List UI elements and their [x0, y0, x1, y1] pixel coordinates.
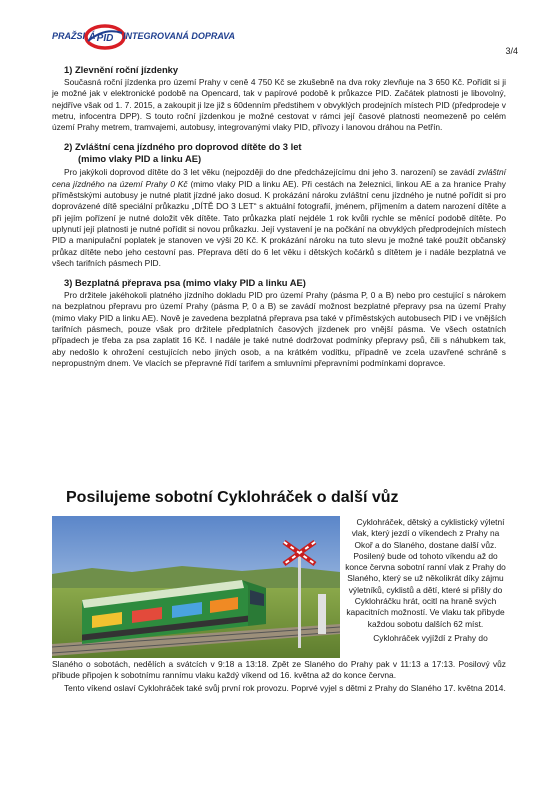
section-heading-child-escort [64, 141, 506, 165]
train-photo [52, 516, 340, 658]
pid-logo-icon [84, 24, 126, 50]
child-escort-text-2: (mimo vlaky PID a linku AE). Při cestách na železnici, linkou AE a za hranice Prahy příměstskými autobusy je nutné platit jízdné jako dosud. K prokázání nároku zvláštní cenu jízdného je nutné pořídit si pro doprovázené dítě speciální průkazku „DÍTĚ DO 3 LET“ s aktuální fotografií, jménem, příjmením a datem narození dítěte a při jejím pořízení je nutné doložit věk dítěte. Tato průkazka platí nejdéle 1 rok kvůli rychle se měnící podobě dítěte. Po uplynutí její platnosti je nutné pořídit si novou průkazku. Její vystavení je na počkání na obvyklých předprodejních místech PID a manipulační poplatek je stanoven ve výši 20 Kč. K prokázání nároku na tuto slevu je možné také použít občanský průkaz dítěte nebo jeho cestovní pas. Přeprava dětí do 6 let věku i dětských kočárků s dítětem je i nadále bezplatná ve všech tarifních pásmech PID. [52, 178, 506, 268]
section-dog-transport [52, 277, 506, 369]
section-heading-child-escort-line1: 2) Zvláštní cena jízdného pro doprovod dítěte do 3 let [64, 141, 302, 153]
article-paragraph-1: Cyklohráček, dětský a cyklistický výletní vlak, který jezdí o víkendech z Prahy na Okoř a do Slaného, dostane další vůz. Posilený bude od tohoto víkendu až do konce června sobotní ranní vlak z Prahy do Slaného, který se už několikrát díky zájmu výletníků, cyklistů a dětí, které si přišly do Cyklohráčku hrát, ocitl na hraně svých kapacitních možností. Ve vlaku tak přibyde každou sobotu dalších 62 míst. [345, 517, 506, 629]
section-paragraph-dog-transport: Pro držitele jakéhokoli platného jízdního dokladu PID pro území Prahy (pásma P, 0 a B) nebo pro cestující s nárokem na bezplatnou přepravu pro území Prahy (pásma P, 0 a B) se zavádí možnost bezplatné přepravy psa na území Prahy (mimo vlaky PID a linku AE). Nově je zavedena bezplatná přeprava psa také v příměstských autobusech PID i ve vnějších tarifních pásmech, pouze však pro držitele předplatních časových jízdenek pro vnější pásma. Ve všech ostatních případech je třeba za psa zaplatit 16 Kč. I nadále je také nutné dodržovat podmínky přepravy psů, čili s náhubkem tak, aby nedošlo k ohrožení cestujících nebo jiných osob, a na krátkém vodítku, případně ve zcela uzavřené schráně s nepropustným dnem. Ve vlacích se přepravné řídí tarifem a smluvními přepravními podmínkami dopravce. [52, 290, 506, 368]
section-heading-child-escort-line2: (mimo vlaky PID a linku AE) [78, 153, 202, 165]
article-heading: Posilujeme sobotní Cyklohráček o další vůz [66, 489, 399, 506]
child-escort-italic: zvláštní cena jízdného na území Prahy 0 Kč [52, 167, 506, 189]
article-bottom-text [52, 659, 506, 694]
logo-text-integrovana: INTEGROVANÁ DOPRAVA [123, 31, 236, 41]
document-body [52, 64, 506, 377]
section-heading-dog-transport: 3) Bezplatná přeprava psa (mimo vlaky PID a linku AE) [64, 277, 306, 289]
section-paragraph-annual-ticket: Současná roční jízdenka pro území Prahy v ceně 4 750 Kč se zkušebně na dva roky zlevňuje na 3 650 Kč. Pořídit si ji je možné jak v elektronické podobě na Opencard, tak v papírové podobě k průkazce PID. Začátek platnosti je libovolný, nejdříve však od 1. 7. 2015, a zakoupit ji lze již s 60denním předstihem v obvyklých prodejních místech PID (předprodeje v metru, infocentra DPP). S touto roční jízdenkou je možné cestovat v rámci její časové platnosti neomezeně po celém území Prahy metrem, tramvajemi, autobusy, integrovanými vlaky PID, přívozy i lanovou dráhou na Petřín. [52, 77, 506, 133]
logo-mark-text: PID [96, 33, 114, 44]
article-paragraph-3: Tento víkend oslaví Cyklohráček také svůj první rok provozu. Poprvé vyjel s dětmi z Prahy do Slaného 17. května 2014. [64, 682, 506, 693]
section-paragraph-child-escort [52, 167, 506, 269]
logo-text-prazska: PRAŽSKÁ [52, 31, 96, 41]
section-annual-ticket [52, 64, 506, 133]
page-header [40, 26, 518, 56]
article-paragraph-2-start: Cyklohráček vyjíždí z Prahy do [373, 632, 488, 643]
article-paragraph-2-rest: Slaného o sobotách, nedělích a svátcích v 9:18 a 13:18. Zpět ze Slaného do Prahy pak v 11:13 a 17:13. Posilový vůz přibude připojen k sobotnímu rannímu vlaku každý víkend od 16. května až do konce června. [52, 659, 506, 681]
child-escort-text-1: Pro jakýkoli doprovod dítěte do 3 let věku (nejpozději do dne předcházejícímu dni jeho 3. narození) se zavádí [64, 167, 478, 178]
page-number: 3/4 [505, 46, 518, 56]
section-child-escort [52, 141, 506, 269]
article-right-column [345, 517, 506, 644]
section-heading-annual-ticket: 1) Zlevnění roční jízdenky [64, 64, 179, 75]
